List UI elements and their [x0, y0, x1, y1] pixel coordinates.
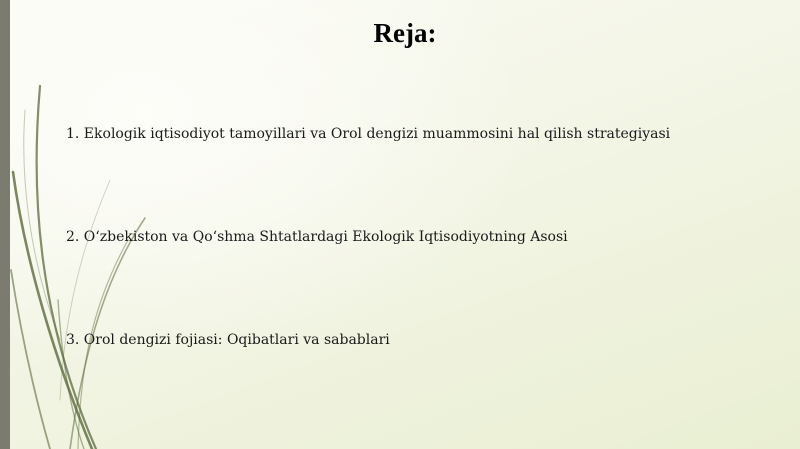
plan-item-1: 1. Ekologik iqtisodiyot tamoyillari va Orol dengizi muammosini hal qilish strategiyasi	[66, 126, 671, 142]
slide-title: Reja:	[373, 18, 437, 48]
plan-item-3: 3. Orol dengizi fojiasi: Oqibatlari va sabablari	[66, 332, 390, 348]
plan-item-2: 2. O‘zbekiston va Qo‘shma Shtatlardagi Ekologik Iqtisodiyotning Asosi	[66, 229, 568, 245]
